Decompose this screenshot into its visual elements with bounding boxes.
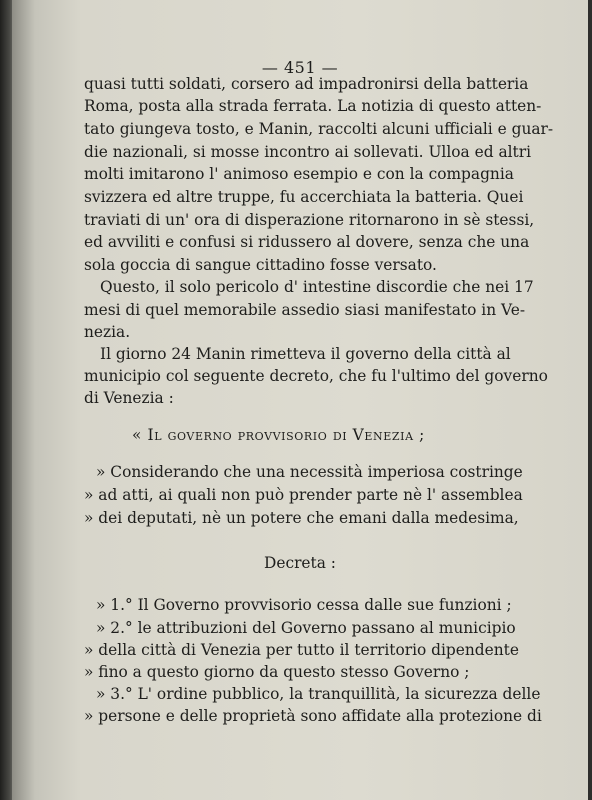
page-number: — 451 — [261,58,339,77]
decree-line: » ad atti, ai quali non può prender parte nè l' assemblea [84,486,523,504]
article-line: » 2.° le attribuzioni del Governo passano al municipio [96,619,516,637]
text-line: ed avviliti e confusi si ridussero al dovere, senza che una [84,233,530,251]
text-line: tato giungeva tosto, e Manin, raccolti alcuni ufficiali e guar- [84,120,554,138]
text-line: Il giorno 24 Manin rimetteva il governo della città al [100,345,511,363]
decree-heading: « Il governo provvisorio di Venezia ; [132,426,425,444]
article-line: » 3.° L' ordine pubblico, la tranquillità, la sicurezza delle [96,685,541,703]
text-line: municipio col seguente decreto, che fu l'ultimo del governo [84,367,548,385]
text-line: nezia. [84,323,131,341]
text-line: svizzera ed altre truppe, fu accerchiata la batteria. Quei [84,188,524,206]
text-line: mesi di quel memorabile assedio siasi manifestato in Ve- [84,301,526,319]
text-line: quasi tutti soldati, corsero ad impadronirsi della batteria [84,75,529,93]
text-line: Roma, posta alla strada ferrata. La notizia di questo atten- [84,97,542,115]
text-line: die nazionali, si mosse incontro ai sollevati. Ulloa ed altri [84,143,532,161]
article-line: » persone e delle proprietà sono affidate alla protezione di [84,707,542,725]
decree-line: » dei deputati, nè un potere che emani dalla medesima, [84,509,519,527]
book-page [12,0,588,800]
article-line: » della città di Venezia per tutto il territorio dipendente [84,641,519,659]
text-line: sola goccia di sangue cittadino fosse versato. [84,256,437,274]
text-line: di Venezia : [84,389,174,407]
article-line: » fino a questo giorno da questo stesso Governo ; [84,663,470,681]
decree-line: » Considerando che una necessità imperiosa costringe [96,463,523,481]
decreta-heading: Decreta : [264,554,336,572]
text-line: traviati di un' ora di disperazione ritornarono in sè stessi, [84,211,535,229]
article-line: » 1.° Il Governo provvisorio cessa dalle sue funzioni ; [96,596,512,614]
text-line: Questo, il solo pericolo d' intestine discordie che nei 17 [100,278,534,296]
text-line: molti imitarono l' animoso esempio e con la compagnia [84,165,514,183]
